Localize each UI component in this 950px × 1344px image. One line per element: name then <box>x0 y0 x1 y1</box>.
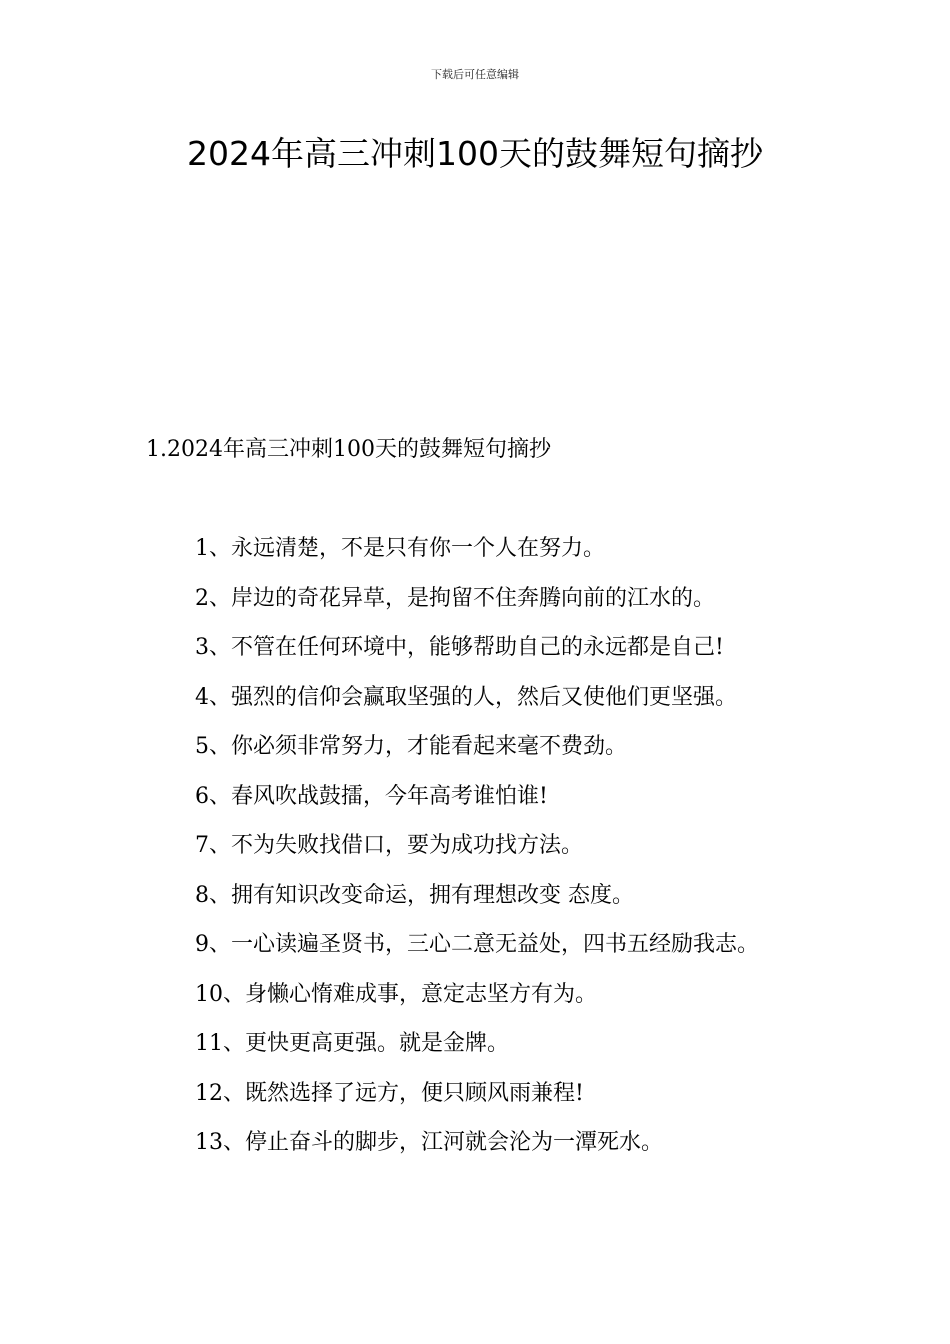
list-item: 12、既然选择了远方，便只顾风雨兼程! <box>195 1080 584 1106</box>
list-item: 3、不管在任何环境中，能够帮助自己的永远都是自己! <box>195 635 724 660</box>
page-title: 2024年高三冲刺100天的鼓舞短句摘抄 <box>187 134 763 173</box>
list-item: 9、一心读遍圣贤书，三心二意无益处，四书五经励我志。 <box>195 932 759 957</box>
section-heading: 1.2024年高三冲刺100天的鼓舞短句摘抄 <box>146 437 551 462</box>
header-note: 下载后可任意编辑 <box>431 68 519 81</box>
list-item: 6、春风吹战鼓擂，今年高考谁怕谁! <box>195 783 548 809</box>
list-item: 7、不为失败找借口，要为成功找方法。 <box>195 833 583 858</box>
list-item: 1、永远清楚，不是只有你一个人在努力。 <box>195 536 605 561</box>
list-item: 5、你必须非常努力，才能看起来毫不费劲。 <box>195 734 627 759</box>
quote-list <box>146 524 816 1168</box>
list-item: 2、岸边的奇花异草，是拘留不住奔腾向前的江水的。 <box>195 585 715 611</box>
list-item: 13、停止奋斗的脚步，江河就会沦为一潭死水。 <box>195 1130 663 1155</box>
list-item: 8、拥有知识改变命运，拥有理想改变 态度。 <box>195 882 634 908</box>
list-item: 4、强烈的信仰会赢取坚强的人，然后又使他们更坚强。 <box>195 684 737 710</box>
list-item: 10、身懒心惰难成事，意定志坚方有为。 <box>195 981 597 1007</box>
list-item: 11、更快更高更强。就是金牌。 <box>195 1031 509 1056</box>
